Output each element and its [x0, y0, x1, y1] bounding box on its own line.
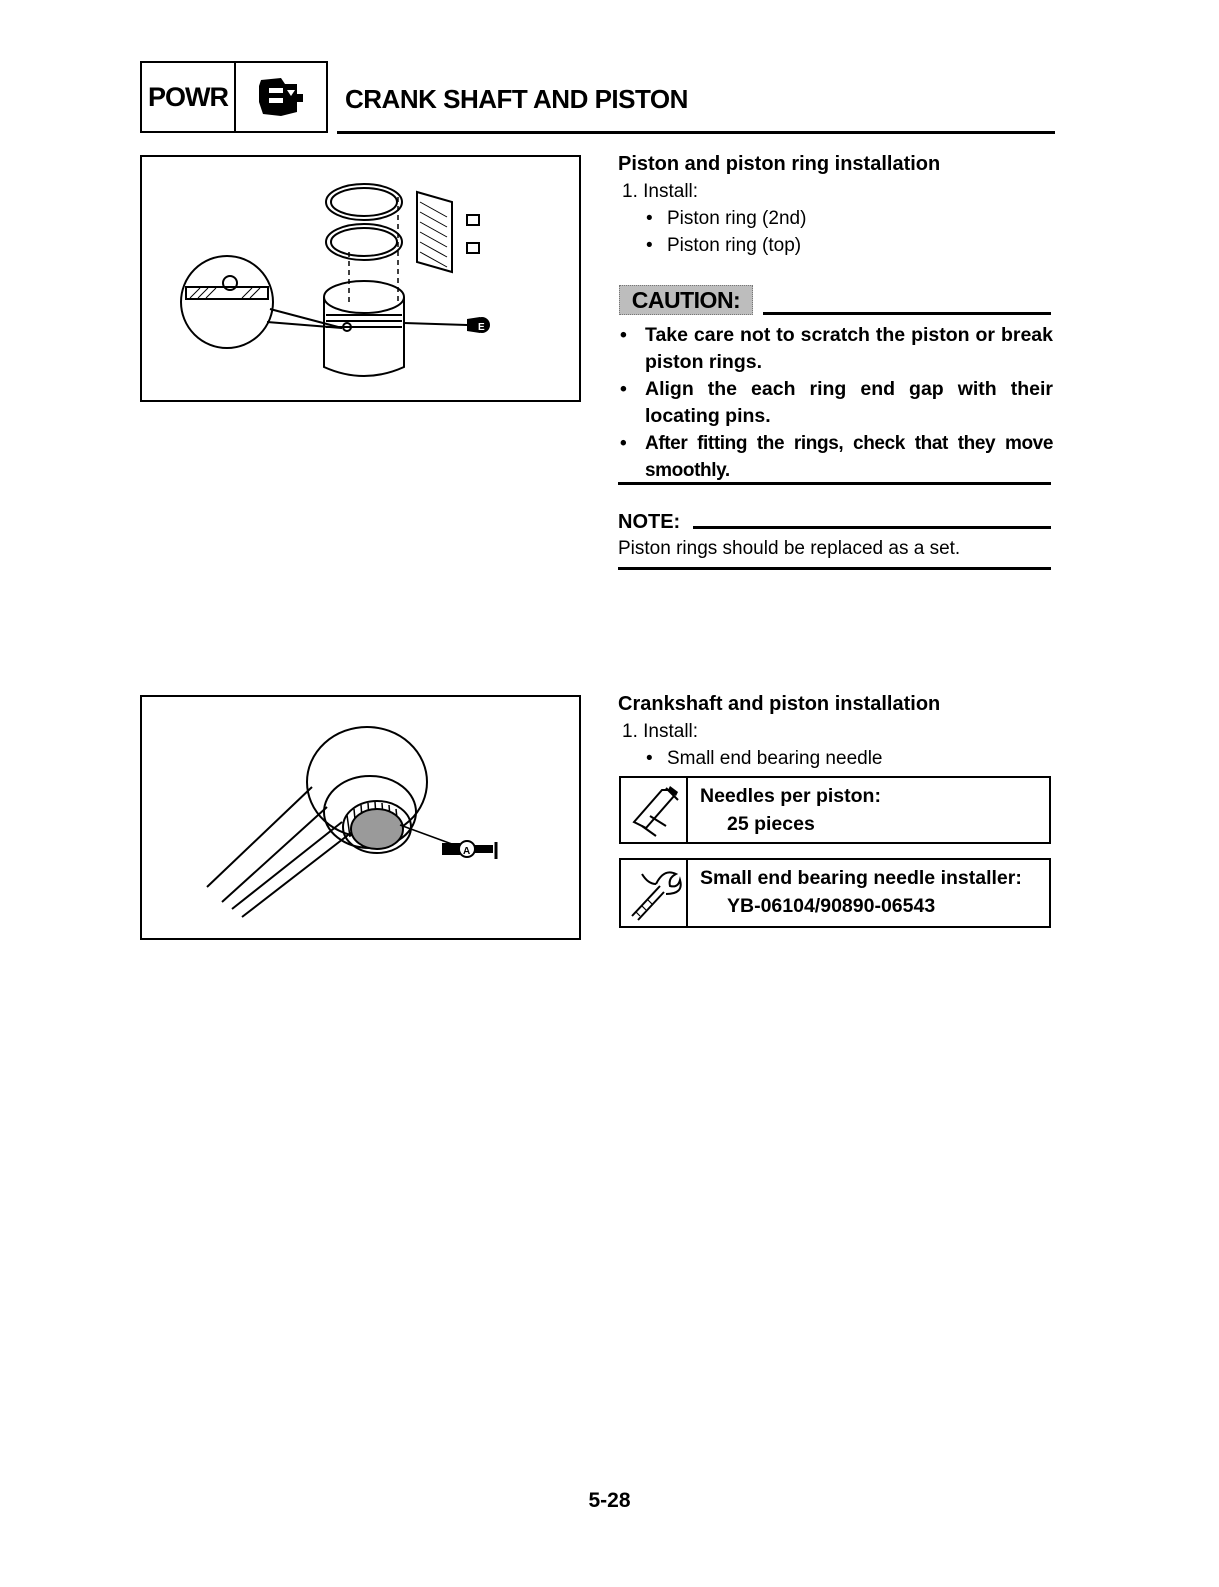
section1-title: Piston and piston ring installation — [618, 153, 941, 175]
section2-step: 1. Install: — [622, 721, 699, 742]
spec-value: 25 pieces — [727, 813, 815, 835]
spec-box — [619, 776, 1051, 844]
svg-text:A: A — [463, 846, 471, 857]
note-rule — [693, 526, 1051, 529]
header-rule — [337, 131, 1055, 134]
tool-label: Small end bearing needle installer: — [700, 867, 1022, 889]
caution-rule — [763, 312, 1051, 315]
section-code: POWR — [142, 63, 236, 131]
spec-label: Needles per piston: — [700, 785, 881, 807]
note-label: NOTE: — [618, 511, 681, 533]
caution-label: CAUTION: — [619, 285, 753, 315]
piston-ring-figure — [140, 155, 581, 402]
caution-item: • Take care not to scratch the piston or break piston rings. — [645, 322, 1053, 376]
caution-item: • Align the each ring end gap with their locating pins. — [645, 376, 1053, 430]
piston-ring-diagram — [142, 157, 579, 400]
list-item: • Small end bearing needle — [667, 748, 883, 770]
svg-text:E: E — [478, 322, 485, 333]
note-end-rule — [618, 567, 1051, 570]
section2-title: Crankshaft and piston installation — [618, 693, 941, 715]
section-tab — [140, 61, 328, 133]
section1-step: 1. Install: — [622, 181, 699, 202]
engine-power-icon — [236, 63, 326, 131]
list-item: • Piston ring (2nd) — [667, 208, 806, 230]
caution-item: • After fitting the rings, check that they move smoothly. — [645, 430, 1053, 484]
page-number: 5-28 — [588, 1489, 631, 1512]
tool-value: YB-06104/90890-06543 — [727, 895, 936, 917]
tool-icon — [621, 860, 688, 926]
note-text: Piston rings should be replaced as a set. — [618, 538, 961, 559]
tool-box — [619, 858, 1051, 928]
list-item: • Piston ring (top) — [667, 235, 801, 257]
caliper-icon — [621, 778, 688, 842]
connecting-rod-figure — [140, 695, 581, 940]
connecting-rod-diagram — [142, 697, 579, 938]
page-title: CRANK SHAFT AND PISTON — [345, 84, 688, 114]
caution-end-rule — [618, 482, 1051, 485]
